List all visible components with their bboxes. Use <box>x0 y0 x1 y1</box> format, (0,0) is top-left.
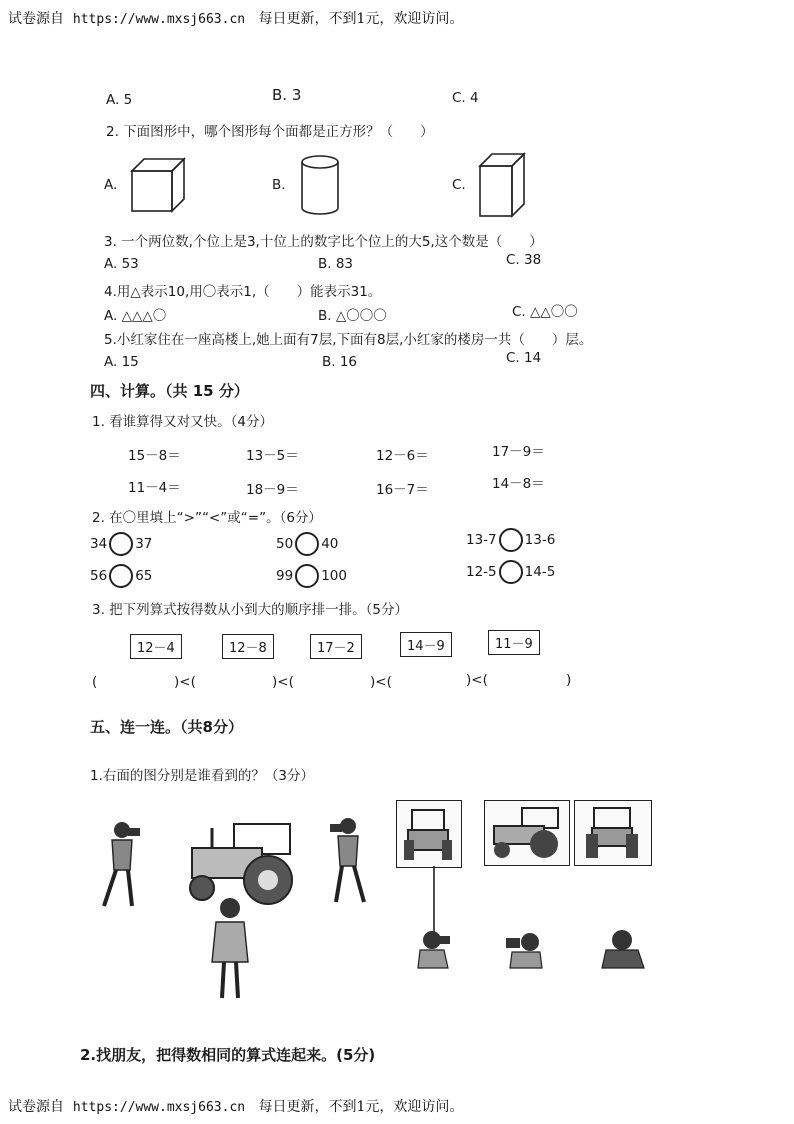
answer-circle[interactable] <box>295 532 319 556</box>
compare-instruction: 2. 在〇里填上“>”“<”或“=”。（6分） <box>92 510 322 526</box>
q4-option-b: B. △〇〇〇 <box>318 308 387 324</box>
expression-box: 14－9 <box>400 632 452 657</box>
answer-circle[interactable] <box>499 560 523 584</box>
tractor-icon <box>182 818 302 908</box>
expression-box: 12－8 <box>222 634 274 659</box>
q2-option-c: C. <box>452 177 466 193</box>
q3-option-b: B. 83 <box>318 256 354 272</box>
calc-item: 18－9＝ <box>246 482 299 498</box>
calc-instruction: 1. 看谁算得又对又快。（4分） <box>92 414 274 430</box>
connection-line <box>430 866 440 936</box>
header-label: 试卷源自 <box>8 11 64 27</box>
calc-item: 12－6＝ <box>376 448 429 464</box>
expression-box: 11－9 <box>488 630 540 655</box>
footer-note: 每日更新，不到1元，欢迎访问。 <box>258 1099 464 1115</box>
compare-item: 50 40 <box>276 532 338 556</box>
order-blank: )<( <box>272 674 294 690</box>
cube-icon <box>128 155 188 215</box>
footer-url[interactable]: https://www.mxsj663.cn <box>72 1100 246 1115</box>
cylinder-icon <box>298 152 344 218</box>
q5-option-a: A. 15 <box>104 354 139 370</box>
calc-item: 17－9＝ <box>492 444 545 460</box>
expression-box: 12－4 <box>130 634 182 659</box>
view-question: 1.右面的图分别是谁看到的？（3分） <box>90 768 314 784</box>
photographer-right-icon <box>318 816 378 906</box>
footer-label: 试卷源自 <box>8 1099 64 1115</box>
person-camera-icon <box>500 930 546 970</box>
person-camera-icon <box>414 928 454 970</box>
compare-item: 12-5 14-5 <box>466 560 555 584</box>
q1-option-b: B. 3 <box>272 86 302 104</box>
section-4-title: 四、计算。（共 15 分） <box>90 382 249 400</box>
q4-text: 4.用△表示10,用〇表示1,（ ）能表示31。 <box>104 284 382 300</box>
compare-item: 34 37 <box>90 532 152 556</box>
person-camera-icon <box>600 928 646 970</box>
answer-circle[interactable] <box>499 528 523 552</box>
q5-text: 5.小红家住在一座高楼上,她上面有7层,下面有8层,小红家的楼房一共（ ）层。 <box>104 332 593 348</box>
compare-item: 99 100 <box>276 564 347 588</box>
q3-text: 3. 一个两位数,个位上是3,十位上的数字比个位上的大5,这个数是（ ） <box>104 234 543 250</box>
q5-option-c: C. 14 <box>506 350 542 366</box>
tractor-front-view-icon <box>402 806 454 862</box>
answer-circle[interactable] <box>295 564 319 588</box>
compare-item: 56 65 <box>90 564 152 588</box>
q4-option-c: C. △△〇〇 <box>512 304 578 320</box>
tractor-back-view-icon <box>584 804 640 860</box>
compare-item: 13-7 13-6 <box>466 528 555 552</box>
match-question: 2.找朋友，把得数相同的算式连起来。(5分) <box>80 1046 376 1064</box>
q2-text: 2. 下面图形中，哪个图形每个面都是正方形？（ ） <box>106 124 434 140</box>
calc-item: 11－4＝ <box>128 480 181 496</box>
q5-option-b: B. 16 <box>322 354 358 370</box>
q1-option-a: A. 5 <box>106 92 133 108</box>
order-blank: ) <box>566 672 572 688</box>
q3-option-a: A. 53 <box>104 256 139 272</box>
q1-option-c: C. 4 <box>452 90 479 106</box>
photographer-left-icon <box>92 820 152 910</box>
calc-item: 14－8＝ <box>492 476 545 492</box>
header-url[interactable]: https://www.mxsj663.cn <box>72 12 246 27</box>
header-note: 每日更新，不到1元，欢迎访问。 <box>258 11 464 27</box>
q2-option-a: A. <box>104 177 118 193</box>
calc-item: 16－7＝ <box>376 482 429 498</box>
calc-item: 15－8＝ <box>128 448 181 464</box>
order-blank: )<( <box>466 672 488 688</box>
q3-option-c: C. 38 <box>506 252 542 268</box>
q4-option-a: A. △△△〇 <box>104 308 167 324</box>
section-5-title: 五、连一连。（共8分） <box>90 718 243 736</box>
calc-item: 13－5＝ <box>246 448 299 464</box>
page-header <box>8 8 463 28</box>
q2-option-b: B. <box>272 177 286 193</box>
girl-front-icon <box>200 896 260 1002</box>
answer-circle[interactable] <box>109 564 133 588</box>
order-blank: )<( <box>370 674 392 690</box>
order-blank: )<( <box>174 674 196 690</box>
page-footer <box>8 1096 463 1116</box>
cuboid-icon <box>476 150 528 220</box>
order-blank: ( <box>92 674 98 690</box>
order-instruction: 3. 把下列算式按得数从小到大的顺序排一排。（5分） <box>92 602 409 618</box>
tractor-side-view-icon <box>488 804 564 860</box>
answer-circle[interactable] <box>109 532 133 556</box>
expression-box: 17－2 <box>310 634 362 659</box>
